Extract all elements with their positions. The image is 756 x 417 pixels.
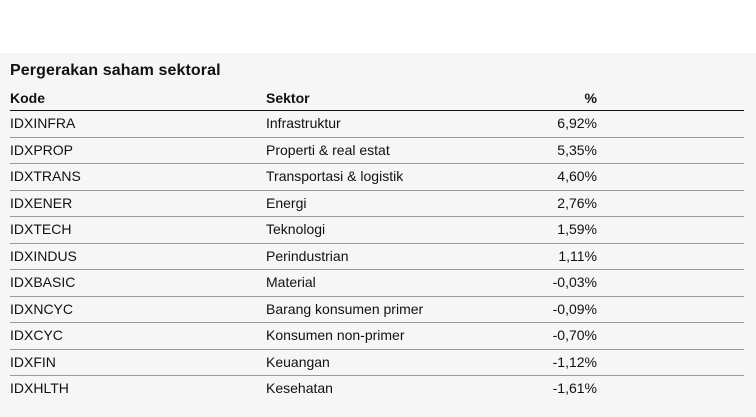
table-row bbox=[10, 191, 744, 218]
table-row bbox=[10, 244, 744, 271]
column-header-sector: Sektor bbox=[266, 90, 310, 106]
cell-pct: 2,76% bbox=[557, 194, 597, 211]
cell-sector: Infrastruktur bbox=[266, 115, 341, 131]
cell-sector: Material bbox=[266, 274, 316, 290]
cell-code: IDXBASIC bbox=[10, 274, 76, 290]
cell-code: IDXHLTH bbox=[10, 380, 69, 396]
cell-pct: 6,92% bbox=[557, 115, 597, 131]
column-header-code: Kode bbox=[10, 90, 45, 106]
cell-sector: Teknologi bbox=[266, 221, 326, 237]
table-row bbox=[10, 270, 744, 297]
column-header-pct: % bbox=[584, 90, 597, 106]
table-row bbox=[10, 164, 744, 191]
table-row bbox=[10, 323, 744, 350]
cell-sector: Konsumen non-primer bbox=[266, 327, 405, 343]
table-row bbox=[10, 138, 744, 165]
sector-table bbox=[10, 86, 744, 403]
cell-code: IDXFIN bbox=[10, 353, 56, 370]
cell-pct: 4,60% bbox=[557, 168, 597, 184]
cell-pct: 1,59% bbox=[557, 221, 597, 237]
cell-pct: -0,70% bbox=[552, 327, 597, 343]
cell-code: IDXENER bbox=[10, 194, 73, 211]
table-row bbox=[10, 111, 744, 138]
cell-pct: -0,03% bbox=[552, 274, 597, 290]
cell-sector: Kesehatan bbox=[266, 380, 333, 396]
table-header-row bbox=[10, 86, 744, 111]
cell-code: IDXNCYC bbox=[10, 300, 74, 317]
cell-pct: -1,61% bbox=[552, 380, 597, 396]
cell-pct: 1,11% bbox=[558, 247, 597, 264]
cell-sector: Energi bbox=[266, 194, 307, 211]
table-row bbox=[10, 217, 744, 244]
cell-pct: 5,35% bbox=[557, 141, 597, 158]
table-title: Pergerakan saham sektoral bbox=[10, 62, 221, 79]
table-row bbox=[10, 297, 744, 324]
table-row bbox=[10, 376, 744, 403]
cell-sector: Barang konsumen primer bbox=[266, 300, 424, 317]
cell-sector: Transportasi & logistik bbox=[266, 168, 404, 184]
cell-code: IDXINFRA bbox=[10, 115, 76, 131]
cell-code: IDXINDUS bbox=[10, 247, 77, 264]
cell-pct: -1,12% bbox=[552, 353, 597, 370]
cell-code: IDXTRANS bbox=[10, 168, 81, 184]
cell-pct: -0,09% bbox=[552, 300, 597, 317]
cell-sector: Properti & real estat bbox=[266, 141, 390, 158]
table-row bbox=[10, 350, 744, 377]
cell-code: IDXPROP bbox=[10, 141, 74, 158]
cell-sector: Perindustrian bbox=[266, 247, 349, 264]
cell-sector: Keuangan bbox=[266, 353, 330, 370]
cell-code: IDXTECH bbox=[10, 221, 72, 237]
cell-code: IDXCYC bbox=[10, 327, 63, 343]
